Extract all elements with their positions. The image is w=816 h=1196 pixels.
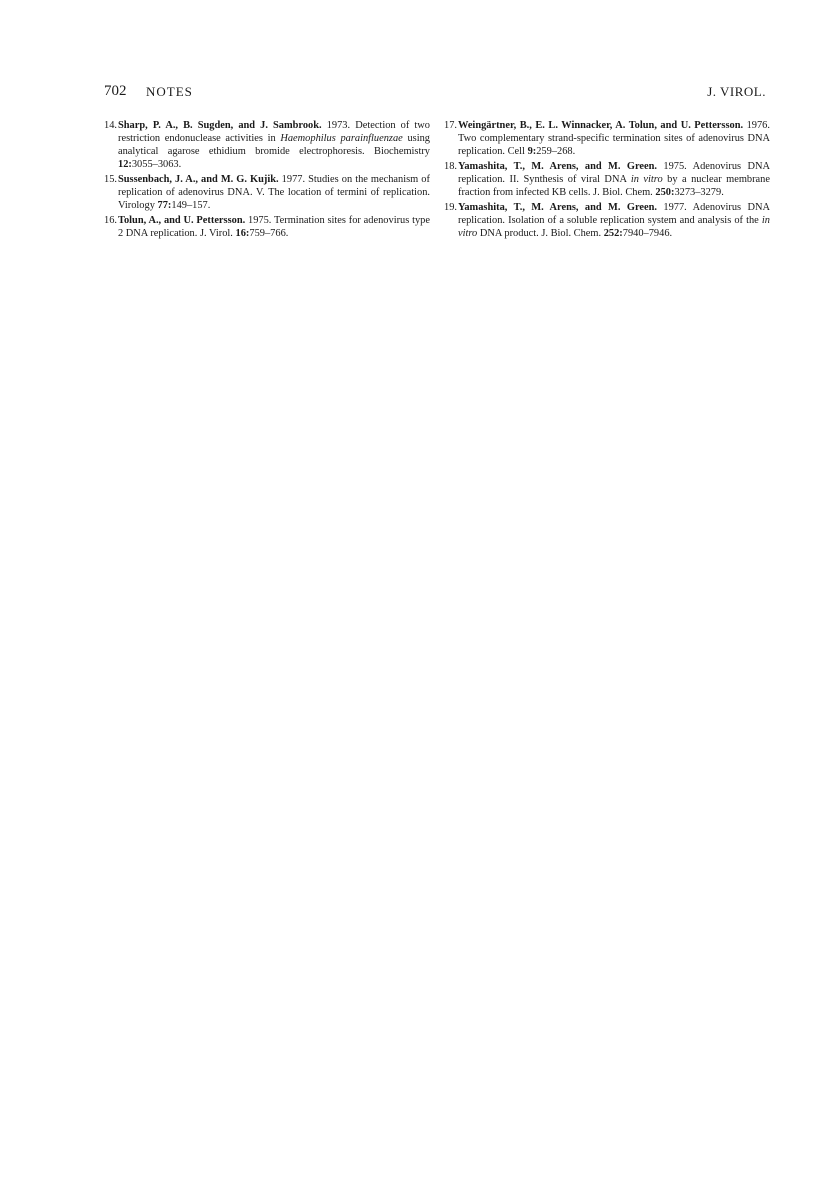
reference-title: Adenovirus DNA replication. Isolation of a soluble replication system and analysis of the [458,202,770,227]
reference-italic-term: Haemophilus parainfluenzae [280,132,403,144]
reference-year: 1975. [663,161,687,173]
reference-year: 1973. [326,120,351,131]
page-header [104,83,766,105]
reference-title: Adenovirus DNA replication. II. Synthesis of viral DNA [458,161,770,186]
reference-19 [444,202,770,241]
reference-italic-term: in vitro [630,174,663,186]
reference-volume: 16: [235,228,250,240]
reference-number: 16. [104,215,117,227]
section-title: NOTES [146,84,193,99]
reference-title-cont: DNA product. J. Biol. Chem. [479,228,602,240]
reference-volume: 12: [118,158,132,170]
page-number: 702 [104,83,127,99]
reference-year: 1975. [248,215,272,227]
reference-authors: Yamashita, T., M. Arens, and M. Green. [458,202,657,214]
journal-name: J. VIROL. [707,84,766,99]
reference-authors: Weingärtner, B., E. L. Winnacker, A. Tolun, and U. Pettersson. [458,120,744,131]
reference-title: Studies on the mechanism of replication of adenovirus DNA. V. The location of termini of replication. Virology [118,174,430,211]
reference-16 [104,215,430,241]
reference-number: 18. [444,161,457,173]
reference-authors: Sharp, P. A., B. Sugden, and J. Sambrook. [118,120,322,131]
reference-authors: Tolun, A., and U. Pettersson. [118,215,246,227]
reference-15 [104,174,430,213]
reference-number: 14. [104,120,117,131]
reference-title-cont: using analytical agarose ethidium bromide electrophoresis. Biochemistry [118,132,430,157]
reference-number: 17. [444,120,457,131]
reference-pages: 149–157. [171,199,211,211]
reference-17 [444,120,770,159]
reference-year: 1976. [746,120,770,131]
reference-year: 1977. [281,174,306,186]
reference-title: Termination sites for adenovirus type 2 DNA replication. J. Virol. [118,215,430,240]
reference-pages: 3273–3279. [674,187,724,199]
reference-italic-term: in vitro [458,215,770,240]
reference-pages: 259–268. [536,145,576,157]
reference-volume: 252: [603,228,623,240]
reference-volume: 250: [655,187,675,199]
reference-pages: 759–766. [249,228,289,240]
reference-pages: 3055–3063. [131,158,182,170]
reference-title: Two complementary strand-specific termination sites of adenovirus DNA replication. Cell [458,132,770,157]
reference-number: 19. [444,202,457,214]
reference-pages: 7940–7946. [622,228,673,240]
reference-title: Detection of two restriction endonuclease activities in [118,120,430,144]
reference-number: 15. [104,174,117,186]
reference-14 [104,120,430,172]
reference-18 [444,161,770,200]
reference-authors: Yamashita, T., M. Arens, and M. Green. [458,161,657,173]
reference-year: 1977. [663,202,687,214]
references-left-column [104,120,430,244]
reference-authors: Sussenbach, J. A., and M. G. Kujik. [118,174,279,186]
reference-volume: 77: [157,199,172,211]
reference-volume: 9: [527,145,537,157]
references-right-column [444,120,770,244]
reference-title-cont: by a nuclear membrane fraction from infected KB cells. J. Biol. Chem. [458,174,770,199]
